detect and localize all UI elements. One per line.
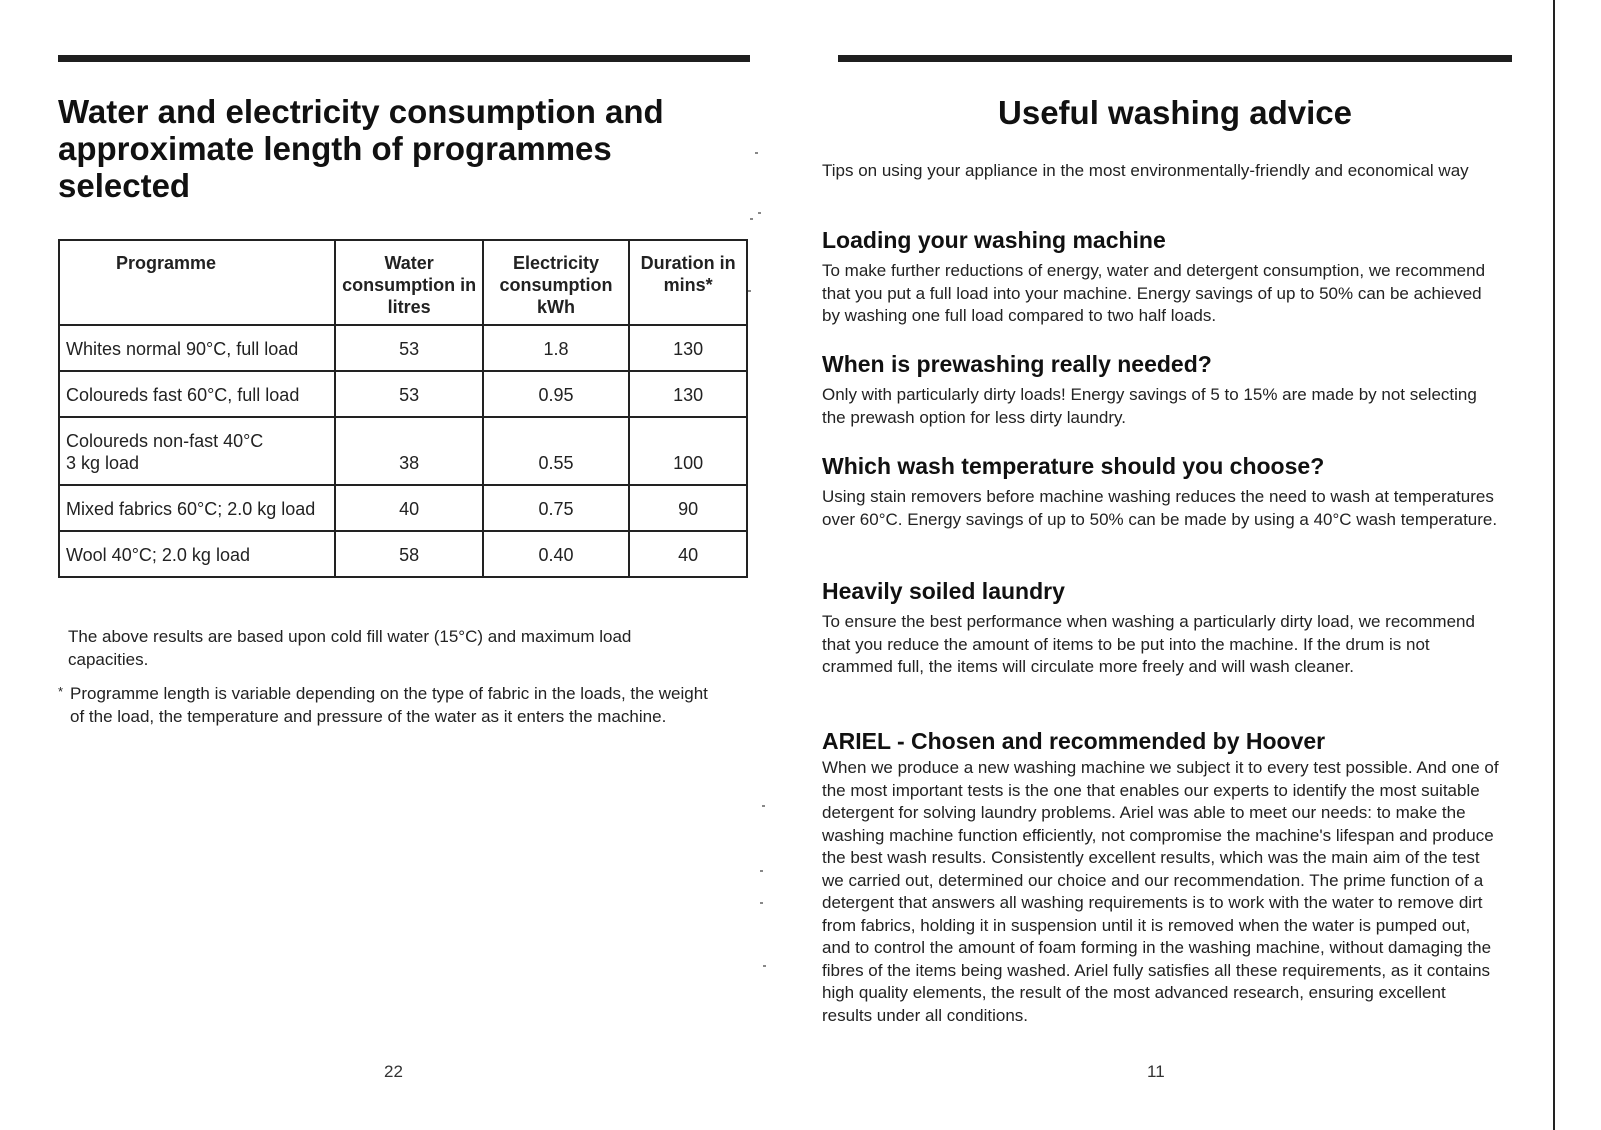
table-row — [59, 325, 747, 371]
scan-speck — [750, 218, 753, 220]
duration-cell: 90 — [629, 485, 747, 531]
electricity-cell: 0.55 — [483, 417, 629, 485]
section-heading: ARIEL - Chosen and recommended by Hoover — [822, 728, 1326, 754]
left-page — [0, 0, 790, 1130]
header-water: Water consumption in litres — [335, 240, 482, 325]
section-prewashing — [822, 350, 1500, 429]
page-number: 11 — [1147, 1062, 1165, 1081]
consumption-table-container — [58, 239, 748, 578]
programme-cell: Mixed fabrics 60°C; 2.0 kg load — [59, 485, 335, 531]
footnote-text: Programme length is variable depending on the type of fabric in the loads, the weight of the load, the temperature and pressure of the water as it enters the machine. — [70, 684, 708, 726]
section-heading: Loading your washing machine — [822, 227, 1166, 253]
electricity-cell: 0.95 — [483, 371, 629, 417]
page-number: 22 — [384, 1062, 403, 1081]
duration-cell: 130 — [629, 371, 747, 417]
section-heading: Which wash temperature should you choose? — [822, 453, 1325, 479]
page-title: Useful washing advice — [998, 94, 1352, 131]
electricity-cell: 0.75 — [483, 485, 629, 531]
header-rule — [58, 55, 750, 62]
electricity-cell: 0.40 — [483, 531, 629, 577]
programme-cell: Whites normal 90°C, full load — [59, 325, 335, 371]
scan-speck — [755, 152, 758, 154]
header-electricity: Electricity consumption kWh — [483, 240, 629, 325]
scan-speck — [762, 805, 765, 807]
table-note: The above results are based upon cold fill water (15°C) and maximum load capacities. — [68, 627, 632, 669]
table-row — [59, 485, 747, 531]
scan-speck — [760, 902, 763, 904]
section-heavily-soiled — [822, 577, 1500, 679]
programme-cell: Coloureds fast 60°C, full load — [59, 371, 335, 417]
programme-cell: Wool 40°C; 2.0 kg load — [59, 531, 335, 577]
footnote-marker: * — [58, 684, 64, 699]
water-cell: 40 — [335, 485, 482, 531]
scan-speck — [748, 290, 751, 292]
water-cell: 53 — [335, 371, 482, 417]
intro-text: Tips on using your appliance in the most environmentally-friendly and economical way — [822, 161, 1469, 180]
section-ariel — [822, 727, 1500, 1027]
water-cell: 58 — [335, 531, 482, 577]
footnote — [58, 682, 718, 728]
header-rule — [838, 55, 1512, 62]
header-duration: Duration in mins* — [629, 240, 747, 325]
water-cell: 38 — [335, 417, 482, 485]
section-body: When we produce a new washing machine we subject it to every test possible. And one of the most important tests is the one that enables our experts to identify the most suitable detergent for solving laundry problems. Ariel was able to meet our needs: to make the washing machine function efficiently, not compromise the machine's lifespan and produce the best wash results. Consistently excellent results, which was the main aim of the test we carried out, determined our choice and our recommendation. The prime function of a detergent that answers all washing requirements is to work with the water to remove dirt from fabrics, holding it in suspension until it is removed when the water is pumped out, and to control the amount of foam forming in the washing machine, without damaging the fibres of the items being washed. Ariel fully satisfies all these requirements, as it contains high quality elements, the result of the most advanced research, ensuring excellent results under all conditions. — [822, 758, 1499, 1025]
right-page — [790, 0, 1601, 1130]
table-row — [59, 371, 747, 417]
section-body: Using stain removers before machine washing reduces the need to wash at temperatures over 60°C. Energy savings of up to 50% can be made by using a 40°C wash temperature. — [822, 487, 1498, 529]
programme-cell: Coloureds non-fast 40°C 3 kg load — [59, 417, 335, 485]
table-row — [59, 417, 747, 485]
section-body: Only with particularly dirty loads! Energy savings of 5 to 15% are made by not selecting the prewash option for less dirty laundry. — [822, 385, 1477, 427]
consumption-table — [58, 239, 748, 578]
scan-speck — [763, 965, 766, 967]
header-programme: Programme — [59, 240, 335, 325]
electricity-cell: 1.8 — [483, 325, 629, 371]
page-title: Water and electricity consumption and approximate length of programmes selected — [58, 93, 664, 204]
section-heading: When is prewashing really needed? — [822, 351, 1212, 377]
section-heading: Heavily soiled laundry — [822, 578, 1065, 604]
section-body: To make further reductions of energy, water and detergent consumption, we recommend that you put a full load into your machine. Energy savings of up to 50% can be achieved by washing one full load compared to two half loads. — [822, 261, 1486, 325]
duration-cell: 100 — [629, 417, 747, 485]
water-cell: 53 — [335, 325, 482, 371]
binding-edge — [1553, 0, 1555, 1130]
duration-cell: 130 — [629, 325, 747, 371]
scan-speck — [760, 870, 763, 872]
section-temperature — [822, 452, 1500, 531]
section-loading — [822, 226, 1500, 328]
table-row — [59, 531, 747, 577]
scan-speck — [758, 212, 761, 214]
table-header-row — [59, 240, 747, 325]
section-body: To ensure the best performance when washing a particularly dirty load, we recommend that you reduce the amount of items to be put into the machine. If the drum is not crammed full, the items will circulate more freely and will wash cleaner. — [822, 612, 1475, 676]
duration-cell: 40 — [629, 531, 747, 577]
